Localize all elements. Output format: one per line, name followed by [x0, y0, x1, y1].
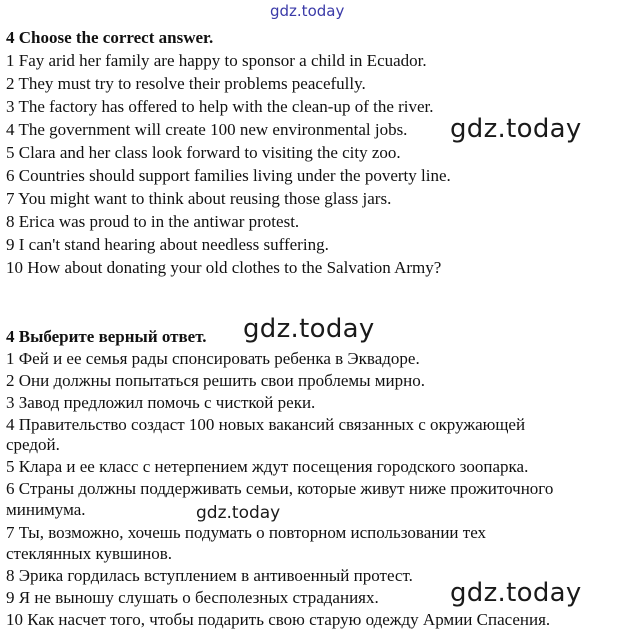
russian-line-2: 2 Они должны попытаться решить свои проблемы мирно.	[6, 371, 426, 390]
russian-line-3: 3 Завод предложил помочь с чисткой реки.	[6, 393, 316, 412]
english-item-3: 3 The factory has offered to help with the clean-up of the river.	[6, 97, 434, 116]
russian-line-7: 7 Ты, возможно, хочешь подумать о повторном использовании тех	[6, 523, 487, 542]
russian-line-6: 6 Страны должны поддерживать семьи, которые живут ниже прожиточного	[6, 479, 554, 498]
english-heading: 4 Choose the correct answer.	[6, 28, 214, 47]
english-item-1: 1 Fay arid her family are happy to sponsor a child in Ecuador.	[6, 51, 427, 70]
russian-line-8: 8 Эрика гордилась вступлением в антивоенный протест.	[6, 566, 413, 585]
russian-line-7-cont: стеклянных кувшинов.	[6, 544, 173, 563]
english-item-4: 4 The government will create 100 new environmental jobs.	[6, 120, 408, 139]
watermark-middle: gdz.today	[243, 314, 375, 344]
watermark-right-upper: gdz.today	[450, 114, 582, 144]
english-item-6: 6 Countries should support families living under the poverty line.	[6, 166, 451, 185]
english-item-7: 7 You might want to think about reusing those glass jars.	[6, 189, 392, 208]
english-item-10: 10 How about donating your old clothes to the Salvation Army?	[6, 258, 442, 277]
russian-line-10: 10 Как насчет того, чтобы подарить свою старую одежду Армии Спасения.	[6, 610, 551, 629]
russian-heading: 4 Выберите верный ответ.	[6, 327, 207, 346]
russian-line-1: 1 Фей и ее семья рады спонсировать ребенка в Эквадоре.	[6, 349, 420, 368]
english-item-9: 9 I can't stand hearing about needless suffering.	[6, 235, 329, 254]
english-item-5: 5 Clara and her class look forward to visiting the city zoo.	[6, 143, 401, 162]
russian-line-5: 5 Клара и ее класс с нетерпением ждут посещения городского зоопарка.	[6, 457, 529, 476]
english-item-8: 8 Erica was proud to in the antiwar protest.	[6, 212, 300, 231]
watermark-top: gdz.today	[270, 2, 345, 20]
english-item-2: 2 They must try to resolve their problems peacefully.	[6, 74, 366, 93]
russian-line-4-cont: средой.	[6, 435, 60, 454]
russian-line-9: 9 Я не выношу слушать о бесполезных страданиях.	[6, 588, 379, 607]
russian-line-4: 4 Правительство создаст 100 новых вакансий связанных с окружающей	[6, 415, 526, 434]
watermark-right-lower: gdz.today	[450, 578, 582, 608]
russian-line-6-cont: минимума.	[6, 500, 86, 519]
watermark-small-lower: gdz.today	[196, 503, 281, 523]
